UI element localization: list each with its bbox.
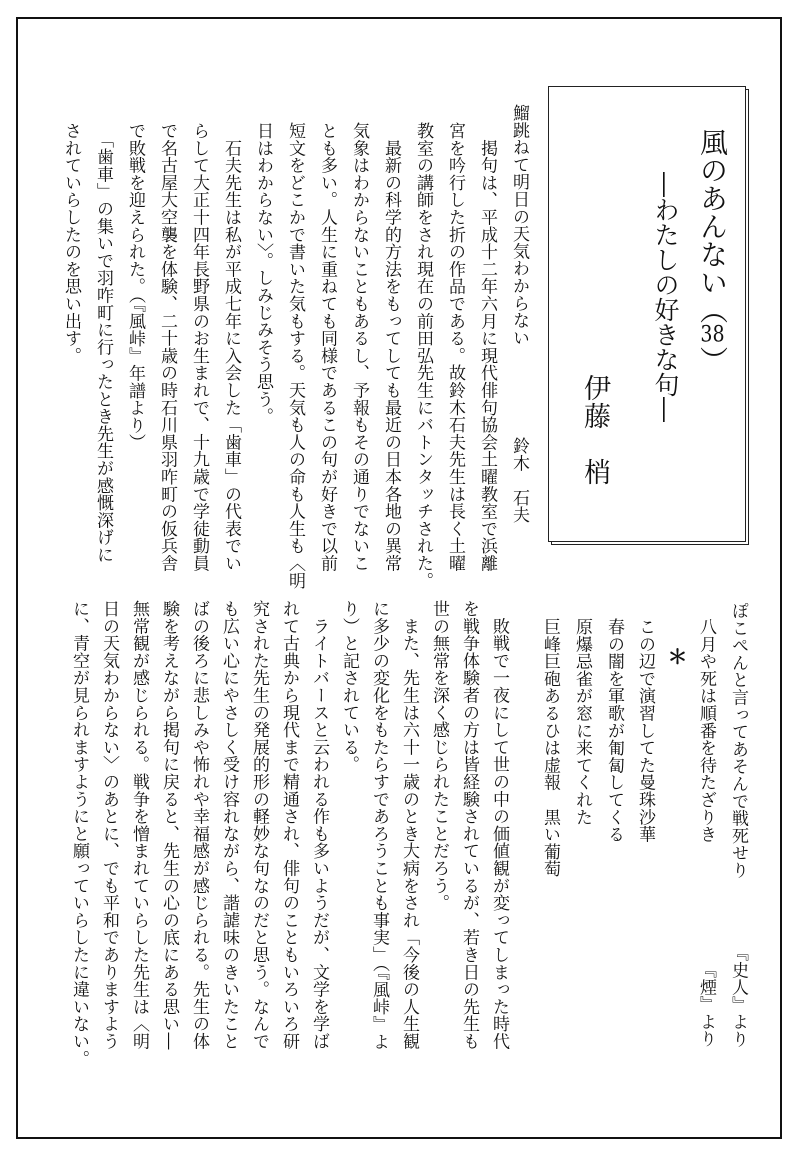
- issue-paren-open: （: [696, 296, 729, 324]
- essay-line: 短文をどこかで書いた気もする。天気も人の命も人生も〈明: [285, 122, 305, 590]
- essay-line: ばの後ろに悲しみや怖れや幸福感が感じられる。先生の体: [189, 600, 209, 1050]
- essay-line: で敗戦を迎えられた。（『風峠』年譜より）: [125, 122, 145, 451]
- essay-line: に、青空が見られますようにと願っていらしたに違いない。: [69, 600, 89, 1068]
- haiku-source: 『史人』より: [728, 944, 748, 1048]
- essay-line: 最新の科学的方法をもってしても最近の日本各地の異常: [381, 122, 401, 572]
- essay-line: 教室の講師をされ現在の前田弘先生にバトンタッチされた。: [413, 122, 433, 590]
- essay-line: 究された先生の発展的形の軽妙な句なのだと思う。なんで: [249, 600, 269, 1050]
- essay-line: されていらしたのを思い出す。: [61, 122, 81, 365]
- essay-line: ライトバースと云われる作も多いようだが、文学を学ば: [309, 600, 329, 1050]
- quoted-haiku: ぽこぺんと言ってあそんで戦死せり: [728, 602, 748, 879]
- essay-line: 宮を吟行した折の作品である。故鈴木石夫先生は長く土曜: [445, 122, 465, 572]
- essay-line: らして大正十四年長野県のお生まれで、十九歳で学徒動員: [189, 122, 209, 572]
- essay-line: も広い心にやさしく受け容れながら、諧謔味のきいたこと: [219, 600, 239, 1050]
- essay-line: 「歯車」の集いで羽咋町に行ったとき先生が感慨深げに: [93, 122, 113, 564]
- issue-paren-close: ）: [696, 346, 729, 374]
- haiku-list-item: 春の闇を軍歌が匍匐してくる: [604, 618, 624, 843]
- issue-number: 38: [700, 324, 725, 346]
- subtitle: ―わたしの好きな句―: [651, 172, 680, 422]
- essay-line: 気象はわからないこともあるし、予報もその通りでないこ: [349, 122, 369, 572]
- essay-line: で名古屋大空襲を体験、二十歳の時石川県羽咋町の仮兵舎: [157, 122, 177, 572]
- featured-haiku: 鰡跳ねて明日の天気わからない: [509, 104, 529, 347]
- essay-line: また、先生は六十一歳のとき大病をされ「今後の人生観: [399, 600, 419, 1050]
- essay-line: 無常観が感じられる。戦争を憎まれていらした先生は〈明: [129, 600, 149, 1050]
- section-separator: ＊: [664, 646, 688, 667]
- haiku-list-item: この辺で演習してた曼珠沙華: [635, 618, 655, 843]
- quoted-haiku: 八月や死は順番を待たざりき: [696, 618, 716, 843]
- essay-line: 験を考えながら掲句に戻ると、先生の心の底にある思い―: [159, 600, 179, 1050]
- essay-line: を戦争体験者の方は皆経験されているが、若き日の先生も: [459, 600, 479, 1050]
- series-title-text: 風のあんない: [696, 128, 729, 296]
- series-title: [692, 128, 732, 374]
- haiku-list-item: 巨峰巨砲あるひは虚報 黒い葡萄: [540, 618, 560, 878]
- essay-line: に多少の変化をもたらすであろうことも事実」（『風峠』よ: [369, 600, 389, 1051]
- essay-line: 敗戦で一夜にして世の中の価値観が変ってしまった時代: [489, 600, 509, 1050]
- essay-line: り）と記されている。: [339, 600, 359, 773]
- essay-line: 掲句は、平成十二年六月に現代俳句協会土曜教室で浜離: [477, 122, 497, 572]
- featured-haiku-poet: 鈴木 石夫: [509, 437, 529, 524]
- essay-line: 石夫先生は私が平成七年に入会した「歯車」の代表でい: [221, 122, 241, 572]
- essay-line: れて古典から現代まで精通され、俳句のこともいろいろ研: [279, 600, 299, 1050]
- essay-line: 日はわからない〉。しみじみそう思う。: [253, 122, 273, 425]
- author-name: 伊藤 梢: [579, 374, 610, 486]
- essay-line: 世の無常を深く感じられたことだろう。: [429, 600, 449, 912]
- haiku-list-item: 原爆忌雀が窓に来てくれた: [572, 618, 592, 826]
- haiku-source: 『煙』より: [696, 961, 716, 1048]
- essay-line: とも多い。人生に重ねても同様であるこの句が好きで以前: [317, 122, 337, 572]
- essay-line: 日の天気わからない〉のあとに、でも平和でありますよう: [99, 600, 119, 1050]
